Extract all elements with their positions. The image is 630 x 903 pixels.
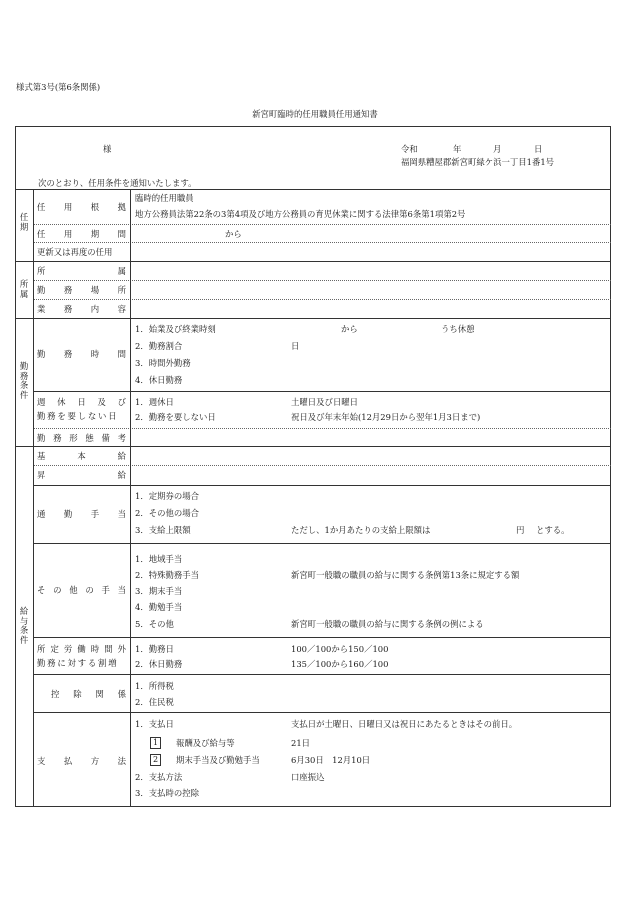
shiharai-note: 支払日が土曜日、日曜日又は祝日にあたるときはその前日。 <box>291 719 518 729</box>
kinmu-item-4: 4．休日勤務 <box>135 375 183 385</box>
label-kojo: 控 除 関 係 <box>51 689 126 699</box>
label-warimashi-2: 勤務に対する割増 <box>37 658 119 668</box>
kyujitsu-item-2: 2．勤務を要しない日 <box>135 412 216 422</box>
label-nin-kikan: 任 用 期 間 <box>37 229 126 239</box>
rule <box>15 318 611 319</box>
label-nin-konkyo: 任 用 根 拠 <box>37 202 126 212</box>
label-shokyu: 昇 給 <box>37 470 126 480</box>
form-number: 様式第3号(第6条関係) <box>16 82 101 92</box>
shiharai-item-2: 2．支払方法 <box>135 772 183 782</box>
section-kyuyo: 給 与 条 件 <box>19 606 29 645</box>
shiharai-item-1: 1．支払日 <box>135 719 174 729</box>
tsukin-yen: 円 <box>516 525 525 535</box>
value-nin-kikan-kara: から <box>225 229 242 239</box>
rule <box>15 446 611 447</box>
form-frame <box>15 126 611 807</box>
warimashi-value-2: 135／100から160／100 <box>291 659 389 669</box>
label-shiharai: 支 払 方 法 <box>37 756 126 766</box>
shiharai-item-3: 3．支払時の控除 <box>135 788 199 798</box>
label-kyujitsu-2: 勤務を要しない日 <box>37 411 119 421</box>
sonota-item-5: 5．その他 <box>135 619 174 629</box>
sonota-other-value: 新宮町一般職の職員の給与に関する条例の例による <box>291 619 484 629</box>
label-kyujitsu-1: 週 休 日 及 び <box>37 397 126 407</box>
value-nin-konkyo-2: 地方公務員法第22条の3第4項及び地方公務員の育児休業に関する法律第6条第1項第2号 <box>135 209 466 219</box>
label-tsukin: 通 勤 手 当 <box>37 509 126 519</box>
tsukin-item-1: 1．定期券の場合 <box>135 491 199 501</box>
section-kinmu: 勤 務 条 件 <box>19 361 29 400</box>
sonota-item-1: 1．地域手当 <box>135 554 183 564</box>
box-1: 1 <box>150 737 161 749</box>
label-kinmu-basho: 勤 務 場 所 <box>37 285 126 295</box>
date-year: 年 <box>453 144 462 154</box>
addressee-sama: 様 <box>103 144 112 154</box>
warimashi-value-1: 100／100から150／100 <box>291 644 389 654</box>
section-shozoku: 所 属 <box>19 279 29 299</box>
tsukin-note: ただし、1か月あたりの支給上限額は <box>291 525 431 535</box>
label-kihonkyu: 基 本 給 <box>37 451 126 461</box>
warimashi-item-1: 1．勤務日 <box>135 644 174 654</box>
shiharai-2-value: 口座振込 <box>291 772 325 782</box>
section-divider <box>33 189 34 807</box>
kyujitsu-item-1: 1．週休日 <box>135 397 174 407</box>
kojo-item-1: 1．所得税 <box>135 681 174 691</box>
label-koshin: 更新又は再度の任用 <box>37 247 113 257</box>
sonota-item-4: 4．勤勉手当 <box>135 602 183 612</box>
label-sonota: そ の 他 の 手 当 <box>37 585 126 595</box>
document-title: 新宮町臨時的任用職員任用通知書 <box>252 109 378 119</box>
dotted-rule <box>33 242 611 243</box>
rule <box>33 543 611 544</box>
box1-value: 21日 <box>291 738 311 748</box>
date-month: 月 <box>493 144 502 154</box>
rule <box>15 189 611 190</box>
sonota-item-2: 2．特殊勤務手当 <box>135 570 199 580</box>
dotted-rule <box>33 299 611 300</box>
dotted-rule <box>33 224 611 225</box>
tsukin-item-2: 2．その他の場合 <box>135 508 199 518</box>
kinmu-item-2: 2．勤務割合 <box>135 341 183 351</box>
sonota-tokushu-value: 新宮町一般職の職員の給与に関する条例第13条に規定する額 <box>291 570 520 580</box>
kyujitsu-value-2: 祝日及び年末年始(12月29日から翌年1月3日まで) <box>291 412 481 422</box>
date-reiwa: 令和 <box>401 144 418 154</box>
warimashi-item-2: 2．休日勤務 <box>135 659 183 669</box>
label-divider <box>130 189 131 807</box>
kinmu-item-1: 1．始業及び終業時刻 <box>135 324 216 334</box>
box1-label: 報酬及び給与等 <box>176 738 235 748</box>
kinmu-kyukei: うち休憩 <box>441 324 475 334</box>
rule <box>33 637 611 638</box>
rule <box>33 674 611 675</box>
value-nin-konkyo-1: 臨時的任用職員 <box>135 193 194 203</box>
label-biko: 勤 務 形 態 備 考 <box>37 433 126 443</box>
label-shozoku: 所 属 <box>37 266 126 276</box>
kinmu-nichi: 日 <box>291 341 300 351</box>
rule <box>33 485 611 486</box>
kinmu-item-3: 3．時間外勤務 <box>135 358 191 368</box>
box-2: 2 <box>150 754 161 766</box>
rule <box>33 391 611 392</box>
dotted-rule <box>33 465 611 466</box>
kojo-item-2: 2．住民税 <box>135 697 174 707</box>
rule <box>33 712 611 713</box>
tsukin-suru: とする。 <box>536 525 570 535</box>
section-ninki: 任 期 <box>19 212 29 232</box>
date-day: 日 <box>534 144 543 154</box>
issuer-address: 福岡県糟屋郡新宮町緑ケ浜一丁目1番1号 <box>401 157 555 167</box>
rule <box>15 261 611 262</box>
kyujitsu-value-1: 土曜日及び日曜日 <box>291 397 358 407</box>
kinmu-kara: から <box>341 324 358 334</box>
box2-value: 6月30日 12月10日 <box>291 755 371 765</box>
label-gyomu: 業 務 内 容 <box>37 304 126 314</box>
dotted-rule <box>33 280 611 281</box>
label-warimashi-1: 所 定 労 働 時 間 外 <box>37 644 126 654</box>
box2-label: 期末手当及び勤勉手当 <box>176 755 260 765</box>
sonota-item-3: 3．期末手当 <box>135 586 183 596</box>
dotted-rule <box>33 428 611 429</box>
intro-text: 次のとおり、任用条件を通知いたします。 <box>38 178 197 188</box>
tsukin-item-3: 3．支給上限額 <box>135 525 191 535</box>
label-kinmu-jikan: 勤 務 時 間 <box>37 349 126 359</box>
